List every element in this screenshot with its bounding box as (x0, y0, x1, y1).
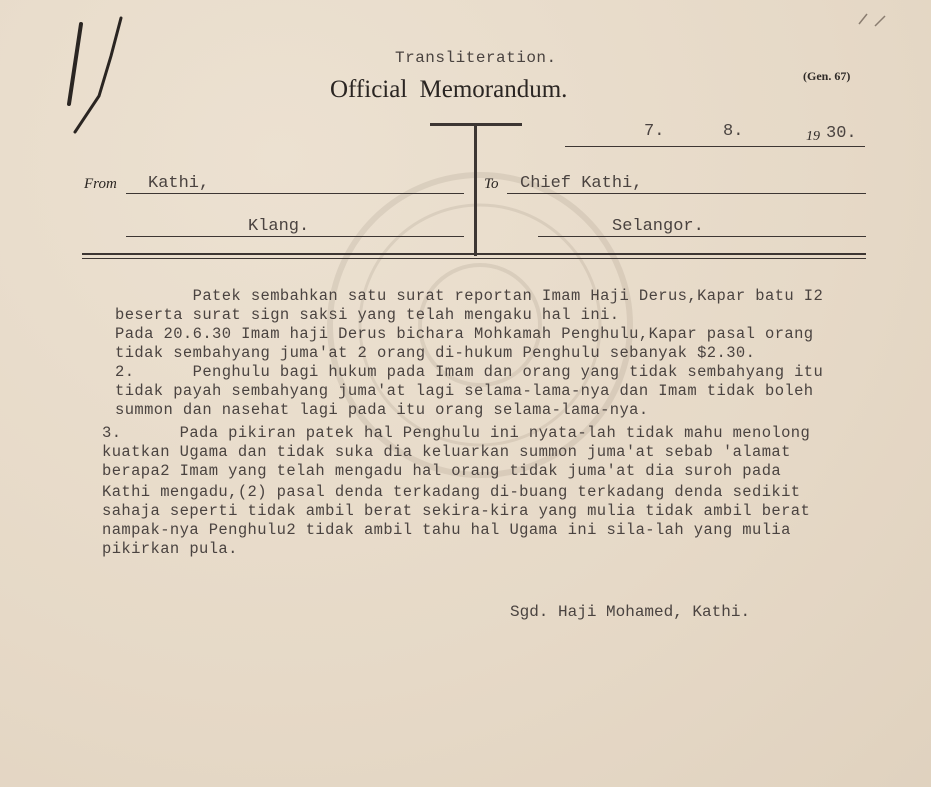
body-line: kuatkan Ugama dan tidak suka dia keluarkan summon juma'at sebab 'alamat (102, 443, 791, 461)
to-name: Chief Kathi, (520, 174, 643, 193)
pen-mark-corner (855, 10, 895, 30)
body-line: tidak sembahyang juma'at 2 orang di-hukum Penghulu sebanyak $2.30. (115, 344, 756, 362)
date-year-prefix: 19 (806, 129, 820, 144)
to-underline-2 (538, 236, 866, 237)
header-rule-thin (82, 258, 866, 259)
body-line: pikirkan pula. (102, 540, 238, 558)
body-line: 2. Penghulu bagi hukum pada Imam dan orang yang tidak sembahyang itu (115, 363, 824, 381)
body-line: summon dan nasehat lagi pada itu orang selama-lama-nya. (115, 401, 649, 419)
memo-title: Official Memorandum. (330, 76, 568, 103)
from-underline-1 (126, 193, 464, 194)
from-place: Klang. (248, 217, 310, 236)
body-line: sahaja seperti tidak ambil berat sekira-kira yang mulia tidak ambil berat (102, 502, 811, 520)
to-place: Selangor. (612, 217, 704, 236)
body-line: Kathi mengadu,(2) pasal denda terkadang di-buang terkadang denda sedikit (102, 483, 801, 501)
from-underline-2 (126, 236, 464, 237)
date-underline (565, 146, 865, 147)
date-year-suffix: 30. (826, 124, 857, 143)
body-line: tidak payah sembahyang juma'at lagi selama-lama-nya dan Imam tidak boleh (115, 382, 814, 400)
body-line: Pada 20.6.30 Imam haji Derus bichara Mohkamah Penghulu,Kapar pasal orang (115, 325, 814, 343)
form-number: (Gen. 67) (803, 69, 851, 83)
body-line: beserta surat sign saksi yang telah mengaku hal ini. (115, 306, 620, 324)
body-line: Patek sembahkan satu surat reportan Imam Haji Derus,Kapar batu I2 (115, 287, 824, 305)
date-day: 7. (644, 122, 665, 141)
to-label: To (484, 176, 499, 192)
to-underline-1 (507, 193, 866, 194)
header-rule (82, 253, 866, 255)
body-line: nampak-nya Penghulu2 tidak ambil tahu hal Ugama ini sila-lah yang mulia (102, 521, 791, 539)
signature: Sgd. Haji Mohamed, Kathi. (510, 603, 751, 621)
body-line: 3. Pada pikiran patek hal Penghulu ini nyata-lah tidak mahu menolong (102, 424, 811, 442)
from-label: From (84, 176, 117, 192)
from-to-divider (474, 126, 477, 256)
body-line: berapa2 Imam yang telah mengadu hal orang tidak juma'at dia suroh pada (102, 462, 782, 480)
pen-mark (65, 16, 135, 136)
from-name: Kathi, (148, 174, 210, 193)
transliteration-label: Transliteration. (395, 49, 557, 67)
date-month: 8. (723, 122, 744, 141)
